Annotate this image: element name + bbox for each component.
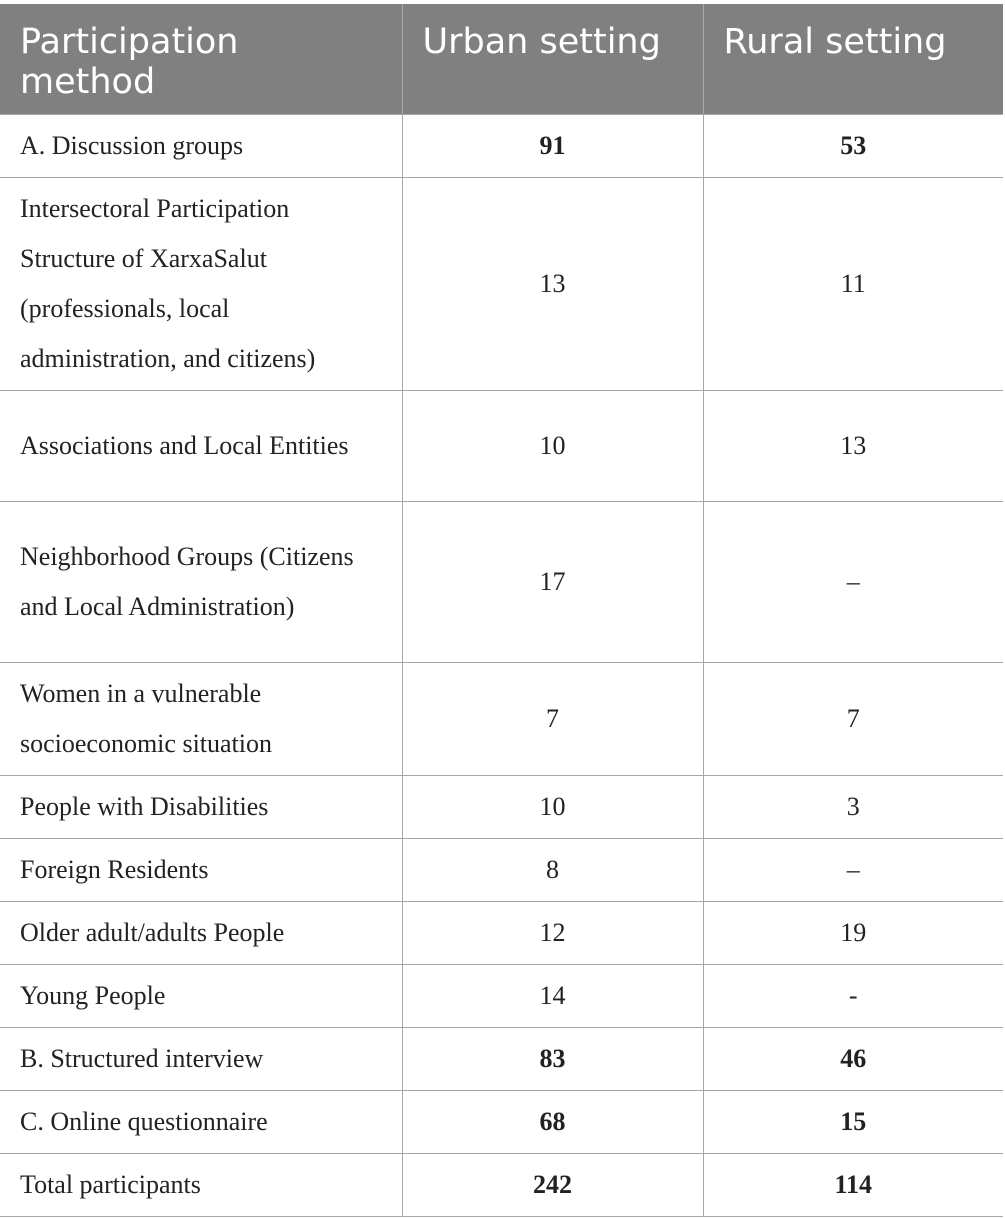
table-row	[0, 115, 1003, 178]
rural-cell: 11	[703, 178, 1003, 391]
urban-cell: 242	[402, 1154, 703, 1217]
rural-cell: –	[703, 502, 1003, 663]
table-row	[0, 1091, 1003, 1154]
urban-cell: 10	[402, 391, 703, 502]
rural-cell: 15	[703, 1091, 1003, 1154]
urban-cell: 17	[402, 502, 703, 663]
table-row	[0, 839, 1003, 902]
method-cell: A. Discussion groups	[0, 115, 402, 178]
table-row	[0, 178, 1003, 391]
rural-cell: 46	[703, 1028, 1003, 1091]
rural-cell: 53	[703, 115, 1003, 178]
method-cell: Intersectoral Participation Structure of XarxaSalut (professionals, local administration, and citizens)	[0, 178, 402, 391]
participation-table	[0, 4, 1003, 1217]
urban-cell: 68	[402, 1091, 703, 1154]
rural-cell: 7	[703, 663, 1003, 776]
table-row	[0, 502, 1003, 663]
table-row	[0, 776, 1003, 839]
method-cell: C. Online questionnaire	[0, 1091, 402, 1154]
urban-cell: 8	[402, 839, 703, 902]
method-cell: People with Disabilities	[0, 776, 402, 839]
method-cell: Neighborhood Groups (Citizens and Local Administration)	[0, 502, 402, 663]
table-row	[0, 965, 1003, 1028]
method-cell: Associations and Local Entities	[0, 391, 402, 502]
table-row	[0, 1028, 1003, 1091]
table-body	[0, 115, 1003, 1217]
urban-cell: 83	[402, 1028, 703, 1091]
rural-cell: -	[703, 965, 1003, 1028]
method-cell: Foreign Residents	[0, 839, 402, 902]
table-row	[0, 1154, 1003, 1217]
urban-cell: 91	[402, 115, 703, 178]
header-participation-method: Participation method	[0, 4, 402, 115]
method-cell: Women in a vulnerable socioeconomic situation	[0, 663, 402, 776]
table-row	[0, 391, 1003, 502]
urban-cell: 7	[402, 663, 703, 776]
method-cell: Older adult/adults People	[0, 902, 402, 965]
urban-cell: 10	[402, 776, 703, 839]
urban-cell: 12	[402, 902, 703, 965]
header-urban-setting: Urban setting	[402, 4, 703, 115]
rural-cell: 13	[703, 391, 1003, 502]
method-cell: Total participants	[0, 1154, 402, 1217]
method-cell: Young People	[0, 965, 402, 1028]
rural-cell: 19	[703, 902, 1003, 965]
table-row	[0, 902, 1003, 965]
method-cell: B. Structured interview	[0, 1028, 402, 1091]
rural-cell: 3	[703, 776, 1003, 839]
urban-cell: 13	[402, 178, 703, 391]
table-row	[0, 663, 1003, 776]
table-header	[0, 4, 1003, 115]
header-row	[0, 4, 1003, 115]
urban-cell: 14	[402, 965, 703, 1028]
rural-cell: 114	[703, 1154, 1003, 1217]
header-rural-setting: Rural setting	[703, 4, 1003, 115]
rural-cell: –	[703, 839, 1003, 902]
